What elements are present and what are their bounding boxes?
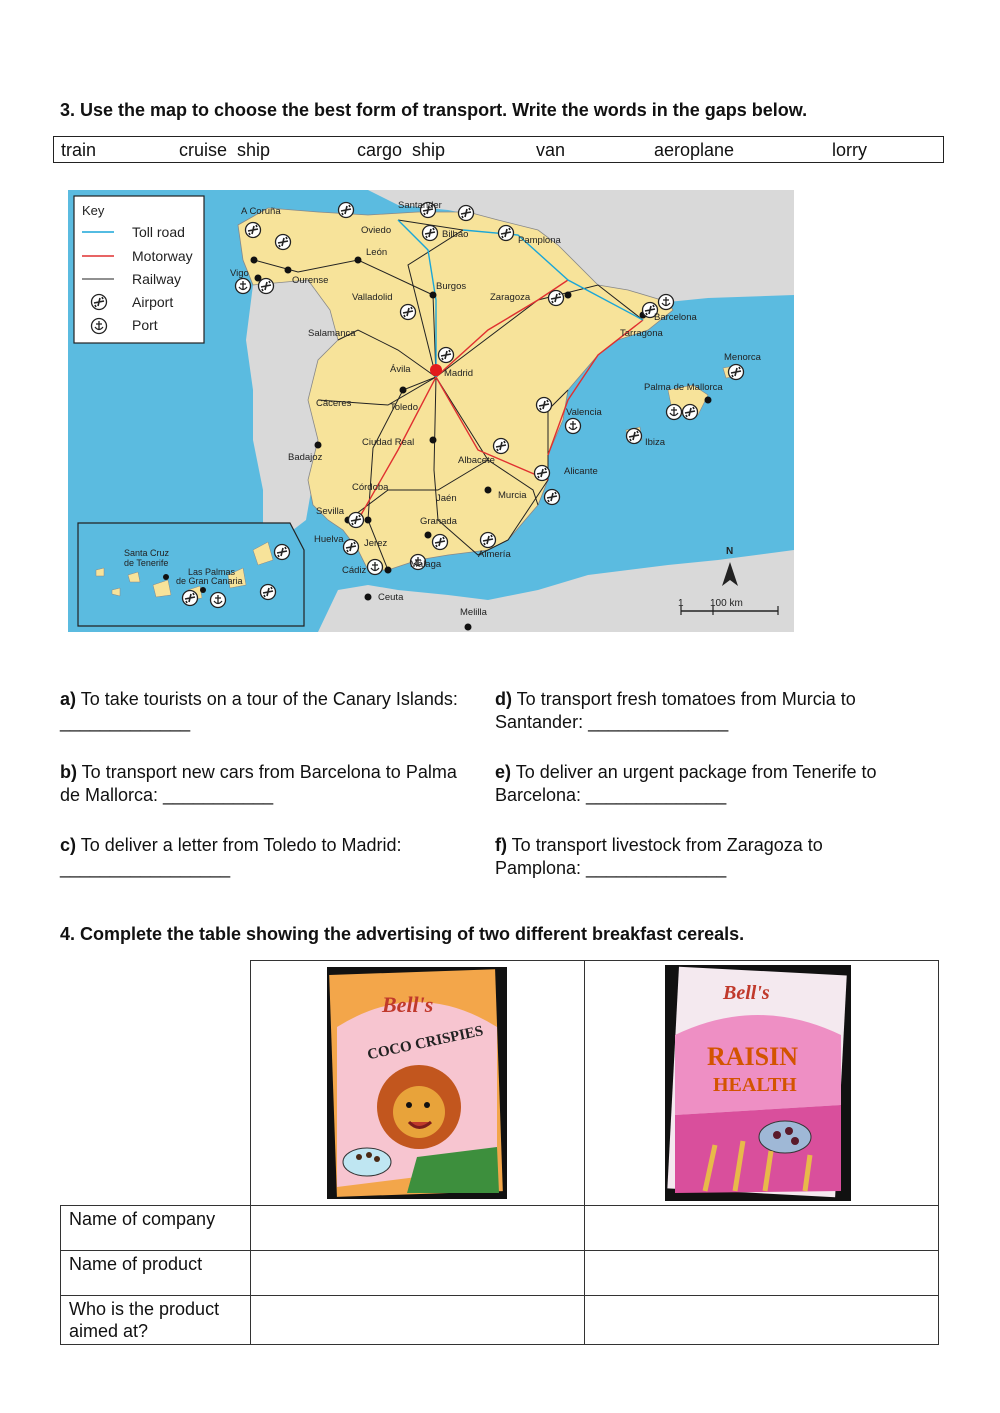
las-palmas-label-2: de Gran Canaria	[176, 576, 243, 586]
question-letter: b)	[60, 762, 77, 782]
question-b	[60, 761, 460, 807]
city-label: Zaragoza	[490, 292, 531, 303]
airport-icon	[276, 235, 291, 250]
airport-icon	[246, 223, 261, 238]
raisin-brand-text: Bell's	[722, 982, 770, 1004]
airport-icon	[537, 398, 552, 413]
answer-cell[interactable]	[584, 1206, 938, 1251]
raisin-health-image-cell	[584, 961, 938, 1206]
port-icon	[368, 560, 383, 575]
city-label: Granada	[420, 516, 457, 527]
cereal-bowl-icon	[343, 1148, 391, 1176]
empty-corner-cell	[61, 961, 251, 1206]
word-cargo-ship: cargo ship	[357, 140, 446, 160]
airport-icon	[344, 540, 359, 555]
key-port-icon	[92, 319, 107, 334]
question-e	[495, 761, 915, 807]
airport-icon	[535, 466, 550, 481]
airport-icon	[459, 206, 474, 221]
question-f	[495, 834, 895, 880]
city-label: Vigo	[230, 268, 249, 279]
question-c	[60, 834, 440, 880]
city-label: Ceuta	[378, 592, 404, 603]
question-letter: f)	[495, 835, 507, 855]
coco-product-name: COCO CRISPIES	[365, 1023, 485, 1064]
coco-crispies-image-cell	[250, 961, 584, 1206]
question-letter: e)	[495, 762, 512, 782]
svg-text:N: N	[726, 546, 734, 557]
word-bank	[53, 136, 944, 163]
question-d	[495, 688, 915, 734]
word-aeroplane: aeroplane	[654, 140, 735, 160]
airport-icon	[183, 591, 198, 606]
city-label: Valencia	[566, 407, 602, 418]
lion-face	[393, 1086, 445, 1138]
key-airport: Airport	[132, 294, 174, 310]
city-label: A Coruña	[241, 206, 281, 217]
city-label: Madrid	[444, 368, 474, 379]
question-letter: a)	[60, 689, 77, 709]
airport-icon	[259, 279, 274, 294]
question-text: To take tourists on a tour of the Canary Islands: _____________	[60, 689, 458, 732]
airport-icon	[627, 429, 642, 444]
answer-cell[interactable]	[584, 1251, 938, 1296]
row-label-company: Name of company	[61, 1206, 251, 1251]
city-label: Sevilla	[316, 506, 344, 517]
question-letter: d)	[495, 689, 512, 709]
question-text: To deliver an urgent package from Tenerife to Barcelona: ______________	[495, 762, 877, 805]
city-label: Cáceres	[316, 398, 352, 409]
question-text: To transport new cars from Barcelona to Palma de Mallorca: ___________	[60, 762, 457, 805]
airport-icon	[423, 226, 438, 241]
airport-icon	[499, 226, 514, 241]
row-label-product: Name of product	[61, 1251, 251, 1296]
city-label: Alicante	[564, 466, 598, 477]
city-label: Palma de Mallorca	[644, 382, 723, 393]
city-label: Badajoz	[288, 452, 323, 463]
airport-icon	[261, 585, 276, 600]
key-port: Port	[132, 317, 158, 333]
question-4-title: 4. Complete the table showing the advertising of two different breakfast cereals.	[60, 924, 745, 944]
row-label-target-audience: Who is the product aimed at?	[61, 1296, 251, 1345]
city-label: Tarragona	[620, 328, 663, 339]
answer-cell[interactable]	[250, 1296, 584, 1345]
city-label: Melilla	[460, 607, 487, 618]
cereal-comparison-table	[60, 960, 939, 1345]
airport-icon	[349, 513, 364, 528]
city-label: Málaga	[410, 559, 442, 570]
city-label: Bilbao	[442, 229, 469, 240]
city-label: Murcia	[498, 490, 527, 501]
question-text: To transport fresh tomatoes from Murcia to Santander: ______________	[495, 689, 856, 732]
airport-icon	[481, 533, 496, 548]
question-letter: c)	[60, 835, 77, 855]
city-label: Oviedo	[361, 225, 392, 236]
airport-icon	[545, 490, 560, 505]
key-motorway: Motorway	[132, 248, 193, 264]
city-label: Burgos	[436, 281, 467, 292]
question-a	[60, 688, 460, 734]
city-label: Toledo	[390, 402, 418, 413]
word-lorry: lorry	[832, 140, 867, 160]
port-icon	[236, 279, 251, 294]
answer-cell[interactable]	[250, 1251, 584, 1296]
question-3-title: 3. Use the map to choose the best form of transport. Write the words in the gaps below.	[60, 100, 808, 120]
airport-icon	[439, 348, 454, 363]
airport-icon	[339, 203, 354, 218]
city-label: Huelva	[314, 534, 344, 545]
city-label: Ourense	[292, 275, 329, 286]
word-cruise-ship: cruise ship	[179, 140, 271, 160]
question-text: To deliver a letter from Toledo to Madrid: _________________	[60, 835, 402, 878]
city-label: Jerez	[364, 538, 388, 549]
city-label: Pamplona	[518, 235, 561, 246]
key-airport-icon	[92, 295, 107, 310]
port-icon	[667, 405, 682, 420]
las-palmas-label-1: Las Palmas	[188, 567, 236, 577]
spoon-icon	[759, 1121, 811, 1153]
city-label: Valladolid	[352, 292, 393, 303]
key-railway: Railway	[132, 271, 182, 287]
airport-icon	[275, 545, 290, 560]
santa-cruz-label-2: de Tenerife	[124, 558, 169, 568]
word-train: train	[61, 140, 97, 160]
city-label: Almería	[478, 549, 511, 560]
coco-crispies-box-image	[327, 967, 507, 1199]
answer-cell[interactable]	[250, 1206, 584, 1251]
city-label: Córdoba	[352, 482, 389, 493]
santa-cruz-label-1: Santa Cruz	[124, 548, 170, 558]
city-label: Albacete	[458, 455, 495, 466]
city-label: Ciudad Real	[362, 437, 415, 448]
raisin-health-box-image	[665, 965, 851, 1201]
airport-icon	[683, 405, 698, 420]
coco-brand-text: Bell's	[381, 992, 433, 1017]
raisin-product-name-1: RAISIN	[706, 1042, 798, 1071]
port-icon	[211, 593, 226, 608]
city-label: Salamanca	[308, 328, 356, 339]
city-label: Ávila	[390, 364, 411, 375]
airport-icon	[494, 439, 509, 454]
key-toll-road: Toll road	[132, 224, 185, 240]
key-title: Key	[82, 203, 105, 218]
raisin-product-name-2: HEALTH	[712, 1074, 797, 1096]
map-key	[74, 196, 204, 343]
airport-icon	[433, 535, 448, 550]
canary-islands-inset	[78, 523, 304, 626]
port-icon	[566, 419, 581, 434]
airport-icon	[401, 305, 416, 320]
airport-icon	[549, 291, 564, 306]
word-van: van	[536, 140, 566, 160]
port-icon	[659, 295, 674, 310]
city-label: Menorca	[724, 352, 761, 363]
city-label: León	[366, 247, 388, 258]
answer-cell[interactable]	[584, 1296, 938, 1345]
city-label: Barcelona	[654, 312, 697, 323]
question-text: To transport livestock from Zaragoza to Pamplona: ______________	[495, 835, 823, 878]
city-label: Ibiza	[645, 437, 666, 448]
svg-text:100 km: 100 km	[710, 598, 743, 609]
airport-icon	[729, 365, 744, 380]
svg-text:1: 1	[678, 598, 684, 609]
spain-transport-map	[68, 190, 794, 632]
madrid-capital-marker	[430, 364, 442, 376]
city-label: Cádiz	[342, 565, 367, 576]
city-label: Santander	[398, 200, 442, 211]
city-label: Jaén	[436, 493, 457, 504]
